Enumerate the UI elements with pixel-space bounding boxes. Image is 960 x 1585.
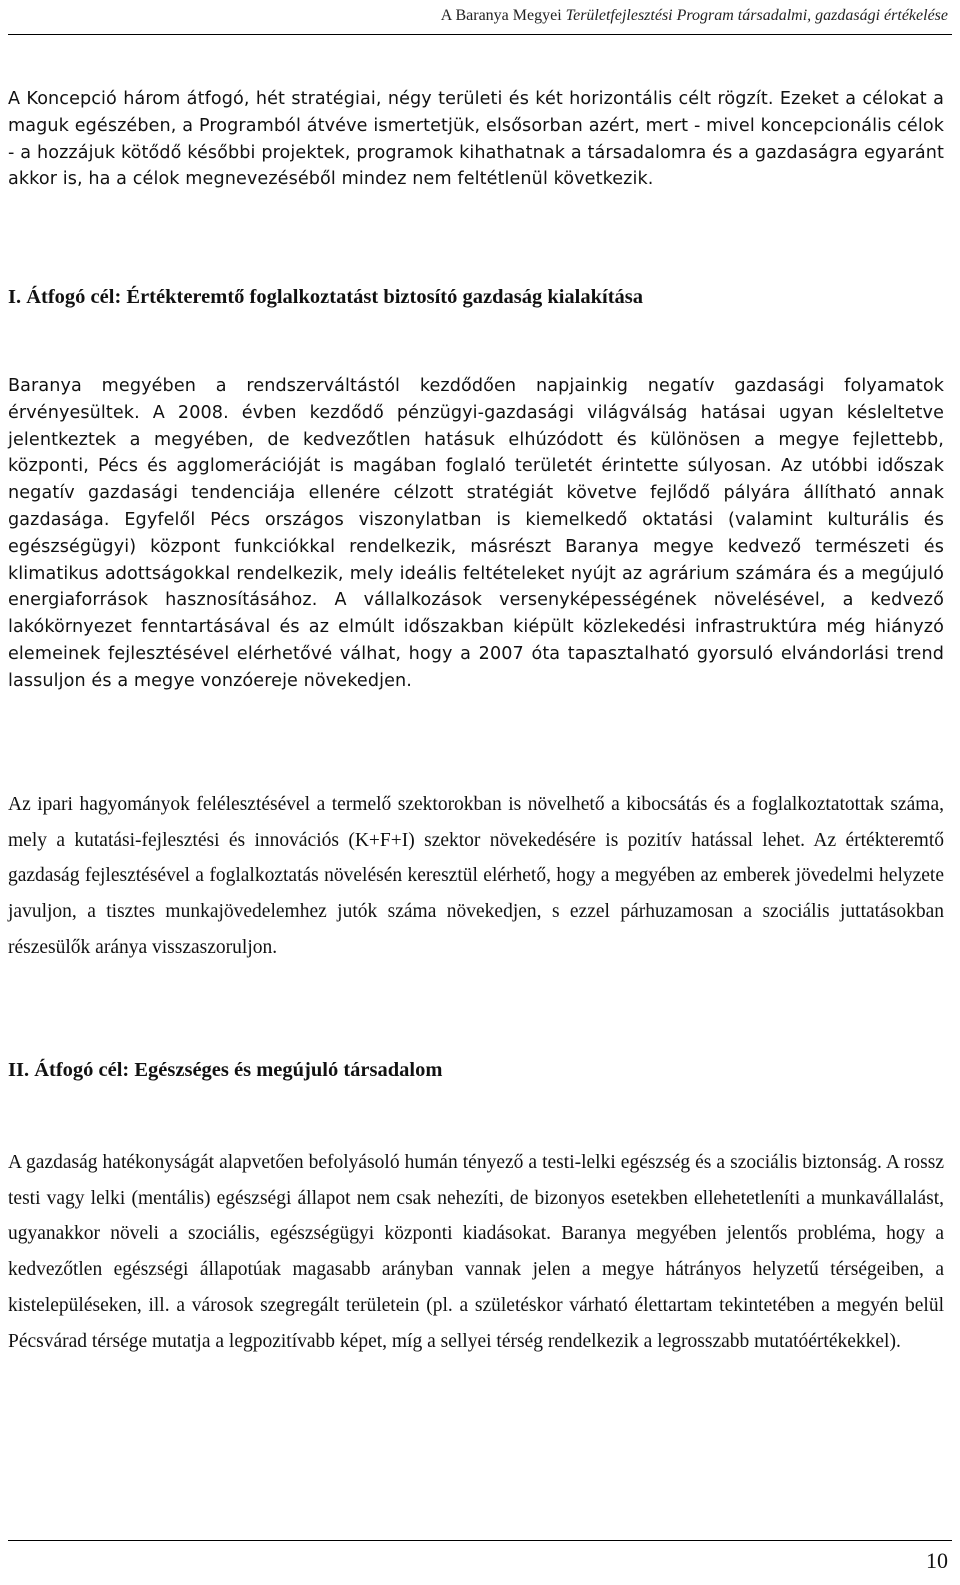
goal-1-paragraph-1: Baranya megyében a rendszerváltástól kezdődően napjainkig negatív gazdasági folyamatok érvényesültek. A 2008. évben kezdődő pénzügyi-gazdasági világválság hatásai ugyan késleltetve jelentkeztek a megyében, de kedvezőtlen hatásuk elhúzódott és különösen a megye fejlettebb, központi, Pécs és agglomerációját is magában foglaló területét érintette súlyosan. Az utóbbi időszak negatív gazdasági tendenciája ellenére célzott stratégiát követve fejlődő pályára állítható annak gazdasága. Egyfelől Pécs országos viszonylatban is kiemelkedő oktatási (valamint kulturális és egészségügyi) központ funkciókkal rendelkezik, másrészt Baranya megye kedvező természeti és klimatikus adottságokkal rendelkezik, mely ideális feltételeket nyújt az agrárium számára és a megújuló energiaforrások hasznosításához. A vállalkozások versenyképességének növelésével, a kedvező lakókörnyezet fenntartásával és az elmúlt időszakban kiépült közlekedési infrastruktúra még hiányzó elemeinek fejlesztésével elérhetővé válhat, hogy a 2007 óta tapasztalható gyorsuló elvándorlási trend lassuljon és a megye vonzóereje növekedjen.	[8, 376, 944, 691]
running-header	[0, 6, 948, 26]
header-title: Területfejlesztési Program társadalmi, gazdasági értékelése	[565, 7, 948, 24]
goal-2-paragraph: A gazdaság hatékonyságát alapvetően befolyásoló humán tényező a testi-lelki egészség és a szociális biztonság. A rossz testi vagy lelki (mentális) egészségi állapot nem csak nehezíti, de bizonyos esetekben ellehetetleníti a munkavállalást, ugyanakkor növeli a szociális, egészségügyi központi kiadásokat. Baranya megyében jelentős probléma, hogy a kedvezőtlen egészségi állapotúak magasabb arányban vannak jelen a megye hátrányos helyzetű térségeiben, a kistelepüléseken, ill. a városok szegregált területein (pl. a születéskor várható élettartam tekintetében a megyén belül Pécsvárad térsége mutatja a legpozitívabb képet, míg a sellyei térség rendelkezik a legrosszabb mutatóértékekkel).	[8, 1152, 944, 1352]
header-lead: A Baranya Megyei	[440, 7, 562, 24]
footer-divider	[8, 1540, 952, 1541]
intro-paragraph: A Koncepció három átfogó, hét stratégiai, négy területi és két horizontális célt rögzít. Ezeket a célokat a maguk egészében, a Programból átvéve ismertetjük, elsősorban azért, mert - mivel koncepcionális célok - a hozzájuk kötődő későbbi projektek, programok kihathatnak a társadalomra és a gazdaságra egyaránt akkor is, ha a célok megnevezéséből mindez nem feltétlenül következik.	[8, 89, 944, 190]
page-number: 10	[926, 1548, 948, 1573]
goal-1-heading: I. Átfogó cél: Értékteremtő foglalkoztatást biztosító gazdaság kialakítása	[8, 286, 644, 308]
goal-2-heading: II. Átfogó cél: Egészséges és megújuló társadalom	[8, 1059, 443, 1081]
goal-1-paragraph-2: Az ipari hagyományok felélesztésével a termelő szektorokban is növelhető a kibocsátás és a foglalkoztatottak száma, mely a kutatási-fejlesztési és innovációs (K+F+I) szektor növekedésére is pozitív hatással lehet. Az értékteremtő gazdaság fejlesztésével a foglalkoztatás növelésén keresztül elérhető, hogy a megyében az emberek jövedelmi helyzete javuljon, a tisztes munkajövedelemhez jutók száma növekedjen, s ezzel párhuzamosan a szociális juttatásokban részesülők aránya visszaszoruljon.	[8, 794, 944, 958]
header-divider	[8, 34, 952, 35]
